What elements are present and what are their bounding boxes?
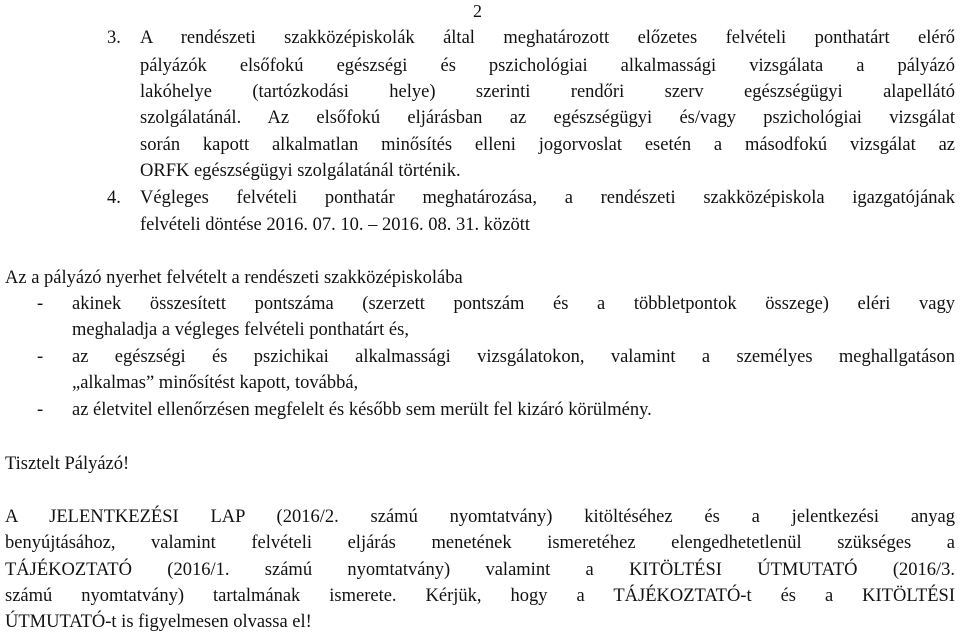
- page-number: 2: [473, 1, 482, 21]
- greeting: Tisztelt Pályázó!: [5, 454, 130, 474]
- closing-line: számú nyomtatvány) tartalmának ismerete. Kérjük, hogy a TÁJÉKOZTATÓ-t és a KITÖLTÉSI: [5, 586, 955, 606]
- closing-line: A JELENTKEZÉSI LAP (2016/2. számú nyomtatvány) kitöltéséhez és a jelentkezési anyag: [5, 507, 955, 527]
- closing-line: TÁJÉKOZTATÓ (2016/1. számú nyomtatvány) valamint a KITÖLTÉSI ÚTMUTATÓ (2016/3.: [5, 560, 955, 580]
- item-3-line: szolgálatánál. Az elsőfokú eljárásban az egészségügyi és/vagy pszichológiai vizsgálat: [140, 108, 955, 128]
- item-3-line: A rendészeti szakközépiskolák által meghatározott előzetes felvételi ponthatárt elérő: [140, 28, 955, 48]
- condition-line: „alkalmas” minősítést kapott, továbbá,: [72, 373, 359, 393]
- item-3-line: ORFK egészségügyi szolgálatánál történik.: [140, 161, 461, 181]
- item-3-number: 3.: [107, 28, 121, 48]
- condition-line: akinek összesített pontszáma (szerzett pontszám és a többletpontok összege) eléri vagy: [72, 294, 955, 314]
- closing-line: ÚTMUTATÓ-t is figyelmesen olvassa el!: [5, 612, 312, 632]
- dash-bullet: -: [37, 294, 44, 314]
- dash-bullet: -: [37, 347, 44, 367]
- condition-line: meghaladja a végleges felvételi ponthatárt és,: [72, 320, 409, 340]
- item-4-line: felvételi döntése 2016. 07. 10. – 2016. 08. 31. között: [140, 215, 530, 235]
- item-3-line: során kapott alkalmatlan minősítés elleni jogorvoslat esetén a másodfokú vizsgálat az: [140, 135, 955, 155]
- condition-line: az életvitel ellenőrzésen megfelelt és később sem merült fel kizáró körülmény.: [72, 400, 652, 420]
- item-3-line: lakóhelye (tartózkodási helye) szerinti rendőri szerv egészségügyi alapellátó: [140, 82, 955, 102]
- dash-bullet: -: [37, 400, 44, 420]
- closing-line: benyújtásához, valamint felvételi eljárás menetének ismeretéhez elengedhetetlenül szükséges a: [5, 533, 955, 553]
- conditions-intro: Az a pályázó nyerhet felvételt a rendészeti szakközépiskolába: [5, 268, 463, 288]
- item-4-number: 4.: [107, 188, 121, 208]
- item-3-line: pályázók elsőfokú egészségi és pszichológiai alkalmassági vizsgálata a pályázó: [140, 56, 955, 76]
- condition-line: az egészségi és pszichikai alkalmassági vizsgálatokon, valamint a személyes meghallgatáson: [72, 347, 955, 367]
- item-4-line: Végleges felvételi ponthatár meghatározása, a rendészeti szakközépiskola igazgatójának: [140, 188, 955, 208]
